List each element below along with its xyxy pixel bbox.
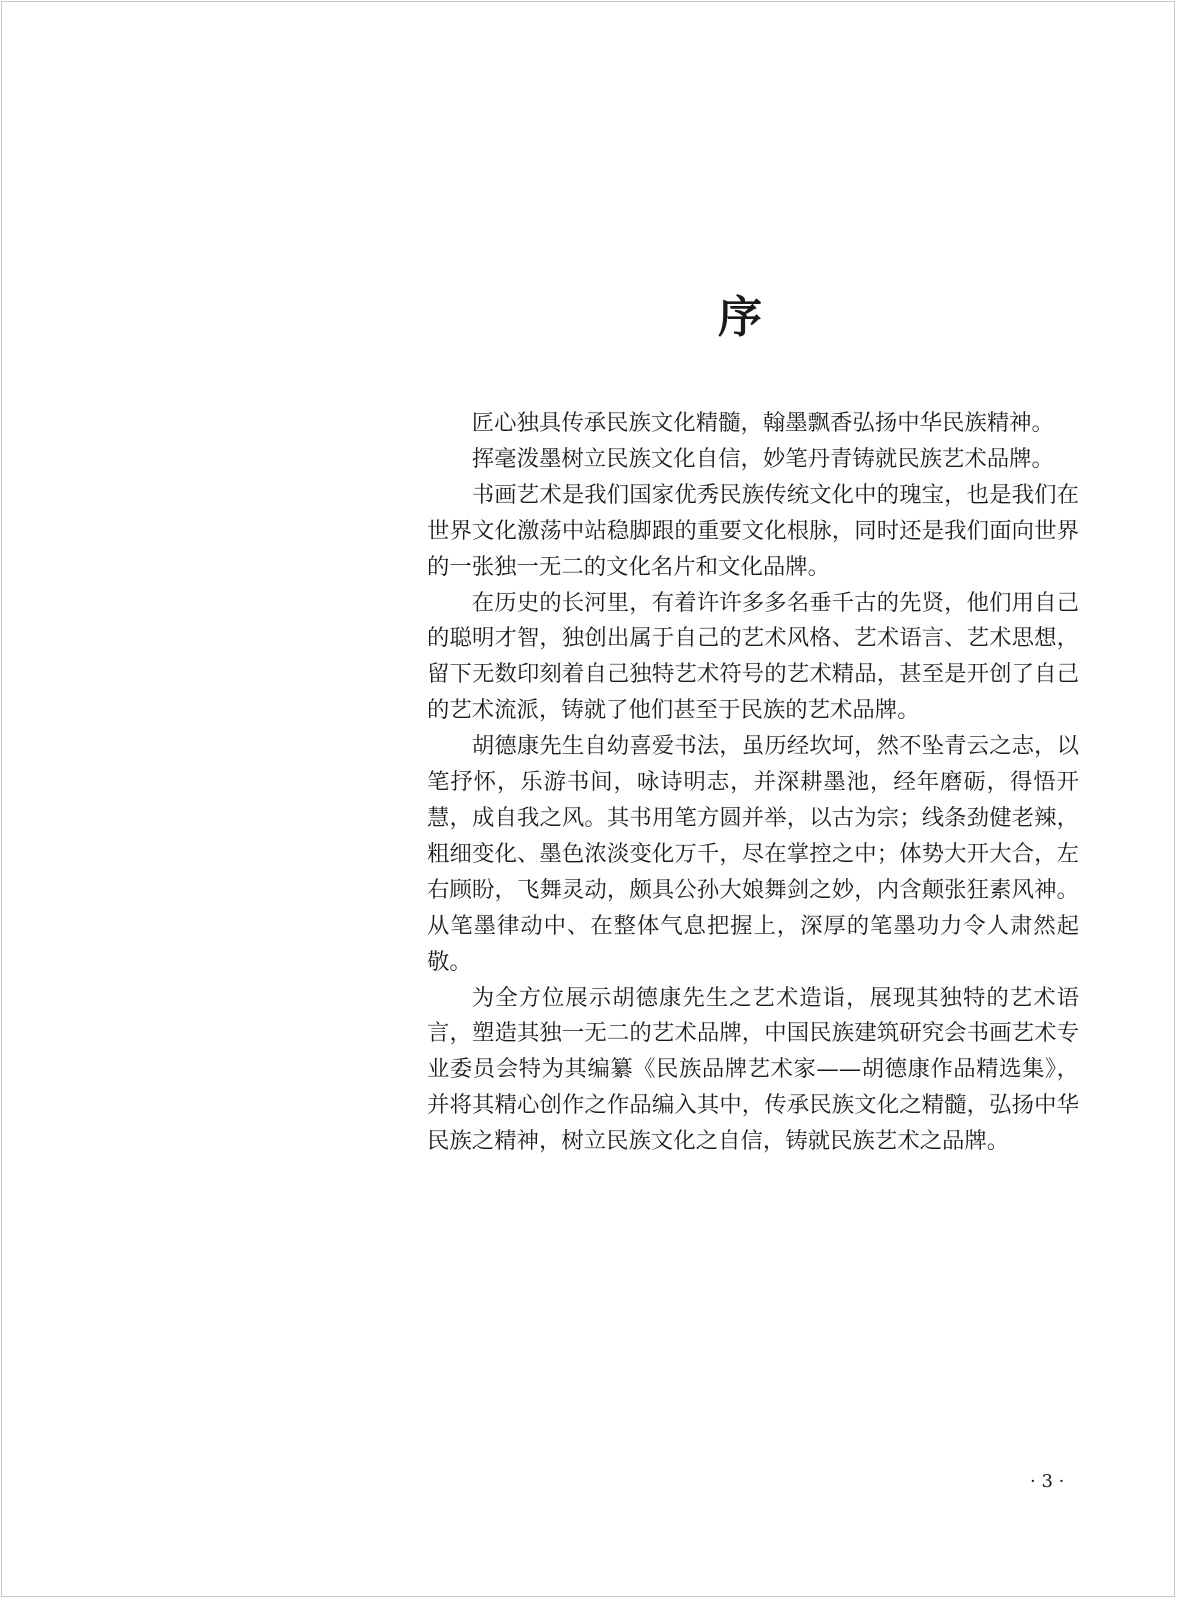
paragraph: 书画艺术是我们国家优秀民族传统文化中的瑰宝，也是我们在世界文化激荡中站稳脚跟的重要文化根脉，同时还是我们面向世界的一张独一无二的文化名片和文化品牌。 — [427, 481, 1079, 580]
paragraph: 匠心独具传承民族文化精髓，翰墨飘香弘扬中华民族精神。 — [471, 410, 1054, 436]
paragraph: 胡德康先生自幼喜爱书法，虽历经坎坷，然不坠青云之志，以笔抒怀，乐游书间，咏诗明志，并深耕墨池，经年磨砺，得悟开慧，成自我之风。其书用笔方圆并举，以古为宗；线条劲健老辣，粗细变化、墨色浓淡变化万千，尽在掌控之中；体势大开大合，左右顾盼，飞舞灵动，颇具公孙大娘舞剑之妙，内含颠张狂素风神。从笔墨律动中、在整体气息把握上，深厚的笔墨功力令人肃然起敬。 — [427, 733, 1079, 975]
preface-body — [427, 406, 1079, 1160]
page-number: · 3 · — [1030, 1471, 1065, 1492]
paragraph: 挥毫泼墨树立民族文化自信，妙笔丹青铸就民族艺术品牌。 — [471, 445, 1054, 472]
paragraph: 在历史的长河里，有着许许多多名垂千古的先贤，他们用自己的聪明才智，独创出属于自己的艺术风格、艺术语言、艺术思想，留下无数印刻着自己独特艺术符号的艺术精品，甚至是开创了自己的艺术流派，铸就了他们甚至于民族的艺术品牌。 — [427, 589, 1079, 724]
paragraph: 为全方位展示胡德康先生之艺术造诣，展现其独特的艺术语言，塑造其独一无二的艺术品牌，中国民族建筑研究会书画艺术专业委员会特为其编纂《民族品牌艺术家——胡德康作品精选集》，并将其精心创作之作品编入其中，传承民族文化之精髓，弘扬中华民族之精神，树立民族文化之自信，铸就民族艺术之品牌。 — [427, 984, 1079, 1155]
page-title: 序 — [718, 292, 762, 343]
